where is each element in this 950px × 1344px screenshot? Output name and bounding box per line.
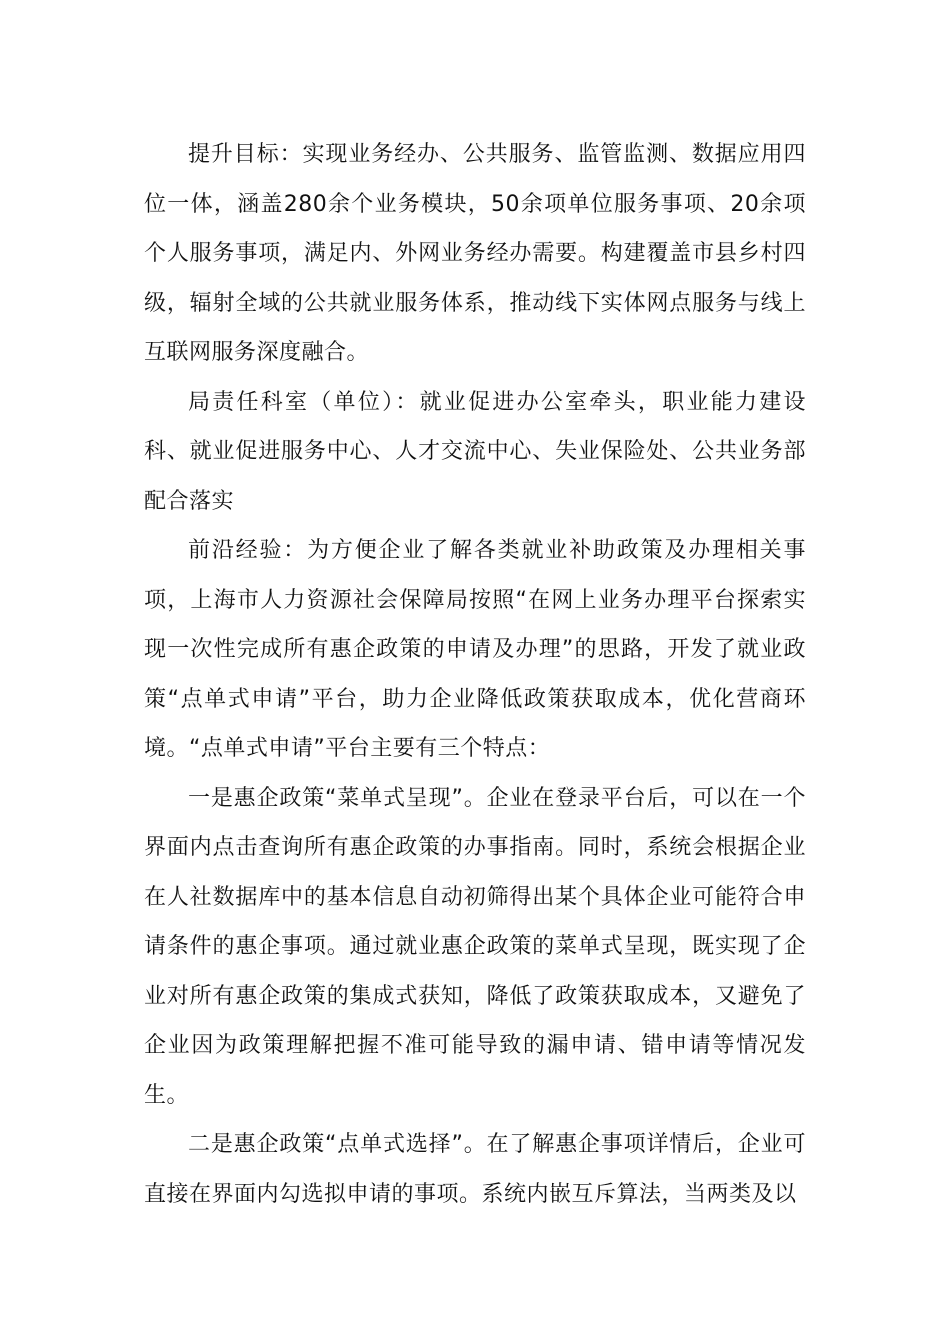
document-body [144,130,806,1219]
paragraph-responsible-units: 局责任科室（单位）：就业促进办公室牵头，职业能力建设科、就业促进服务中心、人才交流中心、失业保险处、公共业务部配合落实 [144,389,806,514]
paragraph-feature-one: 一是惠企政策“菜单式呈现”。企业在登录平台后，可以在一个界面内点击查询所有惠企政策的办事指南。同时，系统会根据企业在人社数据库中的基本信息自动初筛得出某个具体企业可能符合申请条件的惠企事项。通过就业惠企政策的菜单式呈现，既实现了企业对所有惠企政策的集成式获知，降低了政策获取成本，又避免了企业因为政策理解把握不准可能导致的漏申请、错申请等情况发生。 [144,785,806,1108]
paragraph-goals: 提升目标：实现业务经办、公共服务、监管监测、数据应用四位一体，涵盖280余个业务模块，50余项单位服务事项、20余项个人服务事项，满足内、外网业务经办需要。构建覆盖市县乡村四级，辐射全域的公共就业服务体系，推动线下实体网点服务与线上互联网服务深度融合。 [144,142,806,365]
paragraph-frontier-experience: 前沿经验：为方便企业了解各类就业补助政策及办理相关事项，上海市人力资源社会保障局按照“在网上业务办理平台探索实现一次性完成所有惠企政策的申请及办理”的思路，开发了就业政策“点单式申请”平台，助力企业降低政策获取成本，优化营商环境。“点单式申请”平台主要有三个特点： [144,538,806,761]
paragraph-feature-two: 二是惠企政策“点单式选择”。在了解惠企事项详情后，企业可直接在界面内勾选拟申请的事项。系统内嵌互斥算法，当两类及以 [144,1132,806,1207]
